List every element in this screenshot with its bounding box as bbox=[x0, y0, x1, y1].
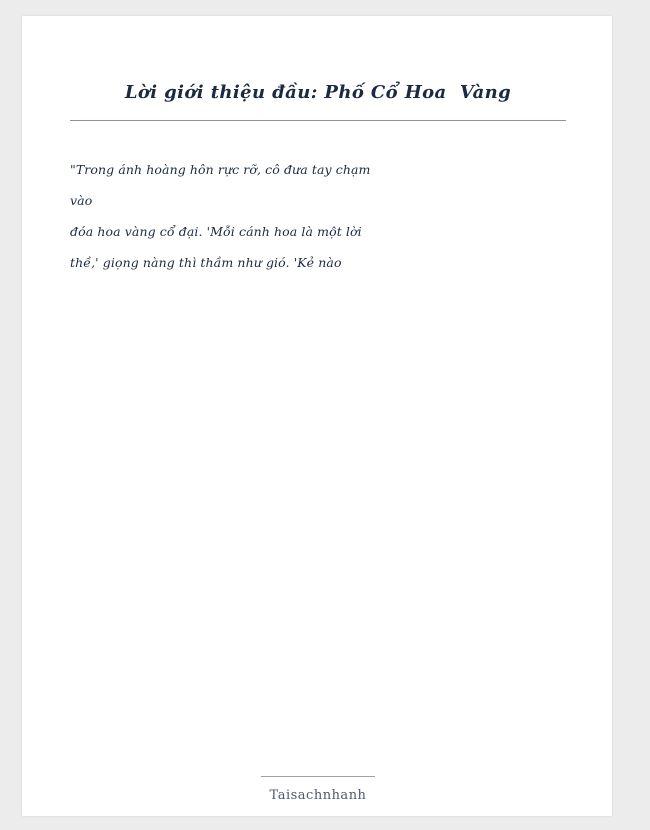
body-text bbox=[70, 154, 510, 278]
footer-attribution: Taisachnhanh bbox=[269, 788, 367, 803]
body-line: vào bbox=[70, 193, 93, 208]
title-divider bbox=[70, 120, 566, 121]
body-line: thề,' giọng nàng thì thầm như gió. 'Kẻ nào bbox=[70, 255, 342, 270]
page-title: Lời giới thiệu đầu: Phố Cổ Hoa Vàng bbox=[124, 82, 512, 103]
body-line: đóa hoa vàng cổ đại. 'Mỗi cánh hoa là một lời bbox=[70, 224, 362, 239]
document-page bbox=[22, 16, 612, 816]
footer-divider bbox=[261, 776, 375, 777]
body-line: "Trong ánh hoàng hôn rực rỡ, cô đưa tay chạm bbox=[70, 162, 371, 177]
